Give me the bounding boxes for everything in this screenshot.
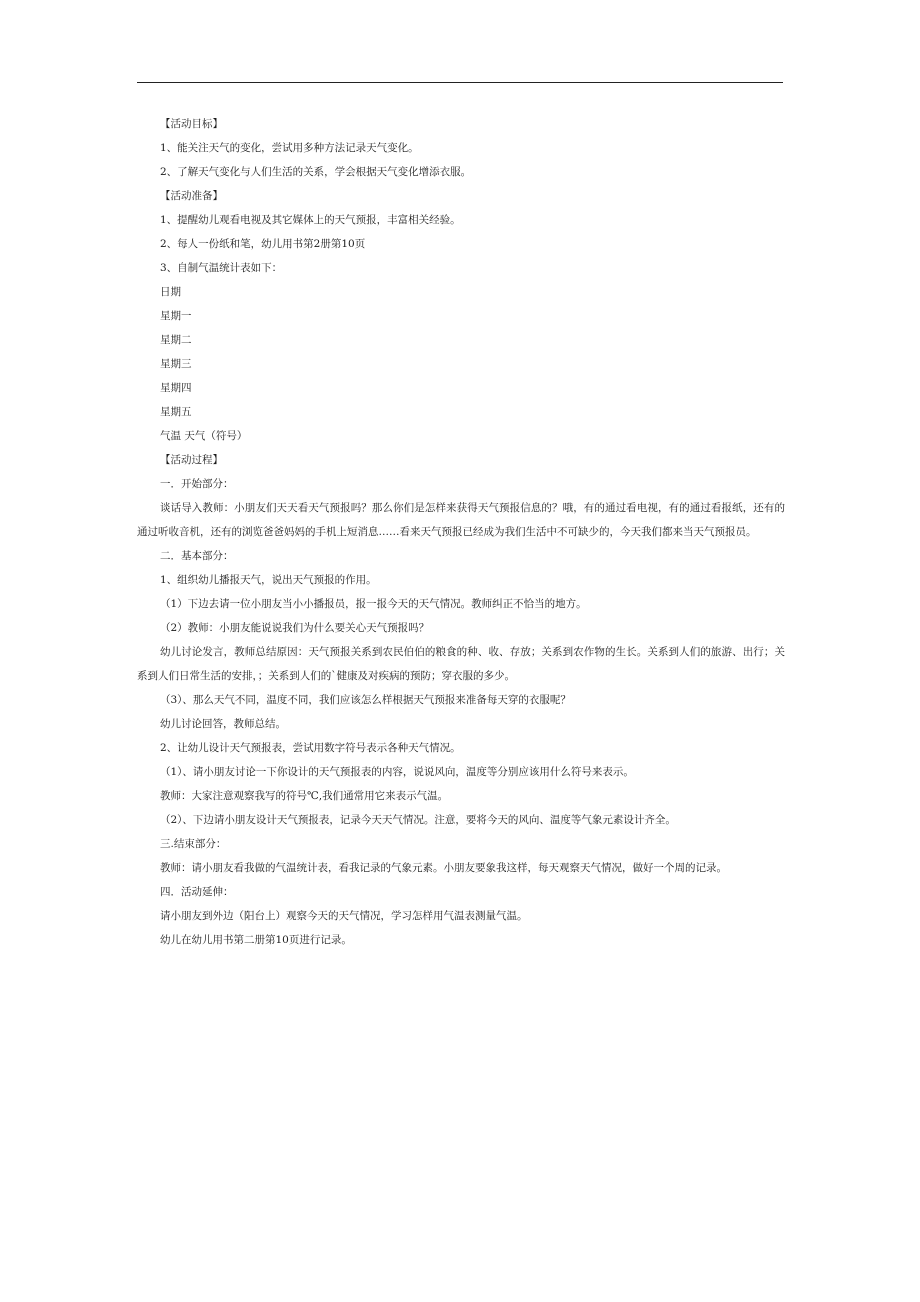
section-heading-goals: 【活动目标】 — [160, 118, 223, 130]
paragraph: 幼儿讨论发言，教师总结原因：天气预报关系到农民伯伯的粮食的种、收、存放；关系到农作物的生长。关系到人们的旅游、出行；关系到人们日常生活的安排，；关系到人们的`健康及对疾病的预防；穿衣服的多少。 — [137, 646, 785, 682]
paragraph: 1、提醒幼儿观看电视及其它媒体上的天气预报，丰富相关经验。 — [160, 214, 461, 226]
paragraph: （2）教师：小朋友能说说我们为什么要关心天气预报吗？ — [160, 622, 430, 634]
subheading-opening: 一．开始部分： — [160, 478, 234, 490]
subheading-extension: 四．活动延伸： — [160, 886, 234, 898]
paragraph: 3、自制气温统计表如下： — [160, 262, 283, 274]
paragraph: 幼儿在幼儿用书第二册第10页进行记录。 — [160, 934, 352, 946]
paragraph: 1、能关注天气的变化，尝试用多种方法记录天气变化。 — [160, 142, 419, 154]
paragraph: （1）下边去请一位小朋友当小小播报员，报一报今天的天气情况。教师纠正不恰当的地方。 — [160, 598, 587, 610]
subheading-ending: 三.结束部分： — [160, 838, 227, 850]
table-line-date: 日期 — [160, 286, 181, 298]
section-heading-preparation: 【活动准备】 — [160, 190, 223, 202]
table-line-thursday: 星期四 — [160, 382, 192, 394]
section-heading-process: 【活动过程】 — [160, 454, 223, 466]
paragraph: 谈话导入教师：小朋友们天天看天气预报吗？那么你们是怎样来获得天气预报信息的？哦，有的通过看电视，有的通过看报纸，还有的通过听收音机，还有的浏览爸爸妈妈的手机上短消息……看来天气预报已经成为我们生活中不可缺少的，今天我们都来当天气预报员。 — [137, 502, 785, 538]
document-body — [137, 112, 785, 952]
paragraph: （3）、那么天气不同，温度不同，我们应该怎么样根据天气预报来准备每天穿的衣服呢？ — [160, 694, 571, 706]
table-line-wednesday: 星期三 — [160, 358, 192, 370]
paragraph: 1、组织幼儿播报天气，说出天气预报的作用。 — [160, 574, 377, 586]
paragraph: 请小朋友到外边（阳台上）观察今天的天气情况，学习怎样用气温表测量气温。 — [160, 910, 528, 922]
paragraph: 2、让幼儿设计天气预报表，尝试用数字符号表示各种天气情况。 — [160, 742, 461, 754]
paragraph: 教师：大家注意观察我写的符号℃,我们通常用它来表示气温。 — [160, 790, 449, 802]
table-line-tuesday: 星期二 — [160, 334, 192, 346]
table-line-monday: 星期一 — [160, 310, 192, 322]
table-line-friday: 星期五 — [160, 406, 192, 418]
paragraph: 教师：请小朋友看我做的气温统计表，看我记录的气象元素。小朋友要象我这样，每天观察天气情况，做好一个周的记录。 — [160, 862, 727, 874]
header-rule — [137, 82, 783, 83]
paragraph: （1）、请小朋友讨论一下你设计的天气预报表的内容，说说风向，温度等分别应该用什么符号来表示。 — [160, 766, 634, 778]
paragraph: 2、了解天气变化与人们生活的关系，学会根据天气变化增添衣服。 — [160, 166, 472, 178]
paragraph: 2、每人一份纸和笔，幼儿用书第2册第10页 — [160, 238, 366, 250]
subheading-basic: 二．基本部分： — [160, 550, 234, 562]
paragraph: 幼儿讨论回答，教师总结。 — [160, 718, 286, 730]
paragraph: （2）、下边请小朋友设计天气预报表，记录今天天气情况。注意，要将今天的风向、温度等气象元素设计齐全。 — [160, 814, 676, 826]
table-line-temperature-weather: 气温 天气（符号） — [160, 430, 248, 442]
